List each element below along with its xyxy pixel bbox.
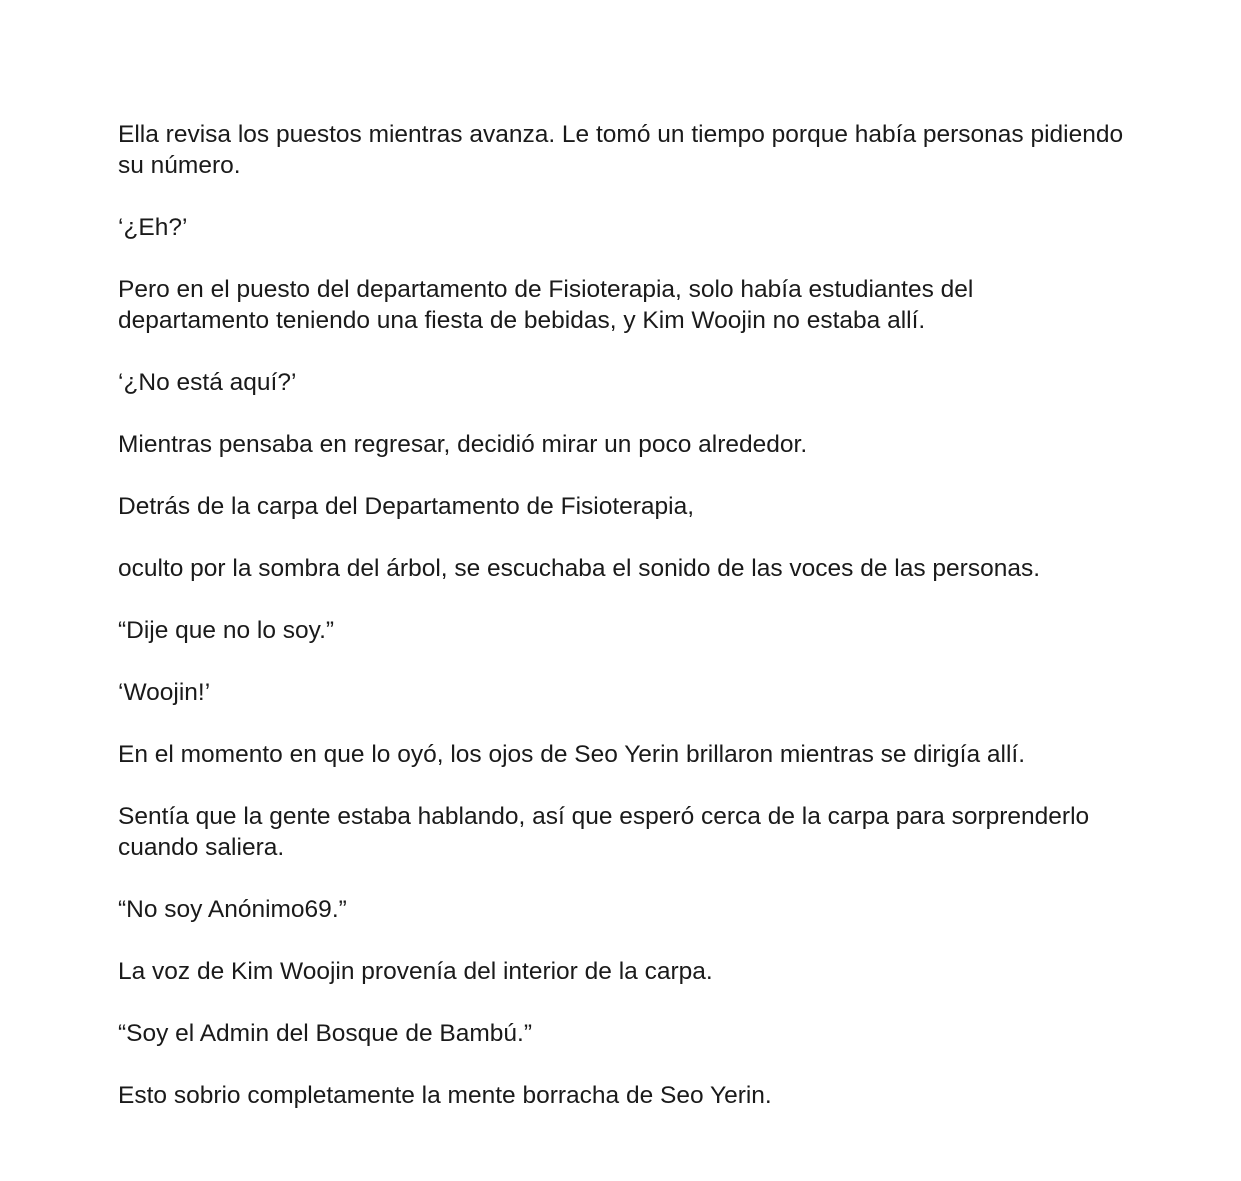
paragraph: “Dije que no lo soy.” xyxy=(118,617,335,644)
paragraph: Esto sobrio completamente la mente borracha de Seo Yerin. xyxy=(118,1082,772,1109)
paragraph: La voz de Kim Woojin provenía del interior de la carpa. xyxy=(118,958,713,985)
paragraph: ‘¿No está aquí?’ xyxy=(118,369,297,396)
paragraph: Sentía que la gente estaba hablando, así que esperó cerca de la carpa para sorprenderlo cuando saliera. xyxy=(118,803,1090,861)
paragraph: oculto por la sombra del árbol, se escuchaba el sonido de las voces de las personas. xyxy=(118,555,1041,582)
document-body xyxy=(118,119,1128,1142)
paragraph: Pero en el puesto del departamento de Fisioterapia, solo había estudiantes del departamento teniendo una fiesta de bebidas, y Kim Woojin no estaba allí. xyxy=(118,276,974,334)
paragraph: En el momento en que lo oyó, los ojos de Seo Yerin brillaron mientras se dirigía allí. xyxy=(118,741,1026,768)
paragraph: ‘Woojin!’ xyxy=(118,679,211,706)
paragraph: “Soy el Admin del Bosque de Bambú.” xyxy=(118,1020,533,1047)
paragraph: ‘¿Eh?’ xyxy=(118,214,188,241)
paragraph: Mientras pensaba en regresar, decidió mirar un poco alrededor. xyxy=(118,431,808,458)
paragraph: Detrás de la carpa del Departamento de Fisioterapia, xyxy=(118,493,695,520)
paragraph: Ella revisa los puestos mientras avanza. Le tomó un tiempo porque había personas pidiendo su número. xyxy=(118,121,1124,179)
paragraph: “No soy Anónimo69.” xyxy=(118,896,347,923)
